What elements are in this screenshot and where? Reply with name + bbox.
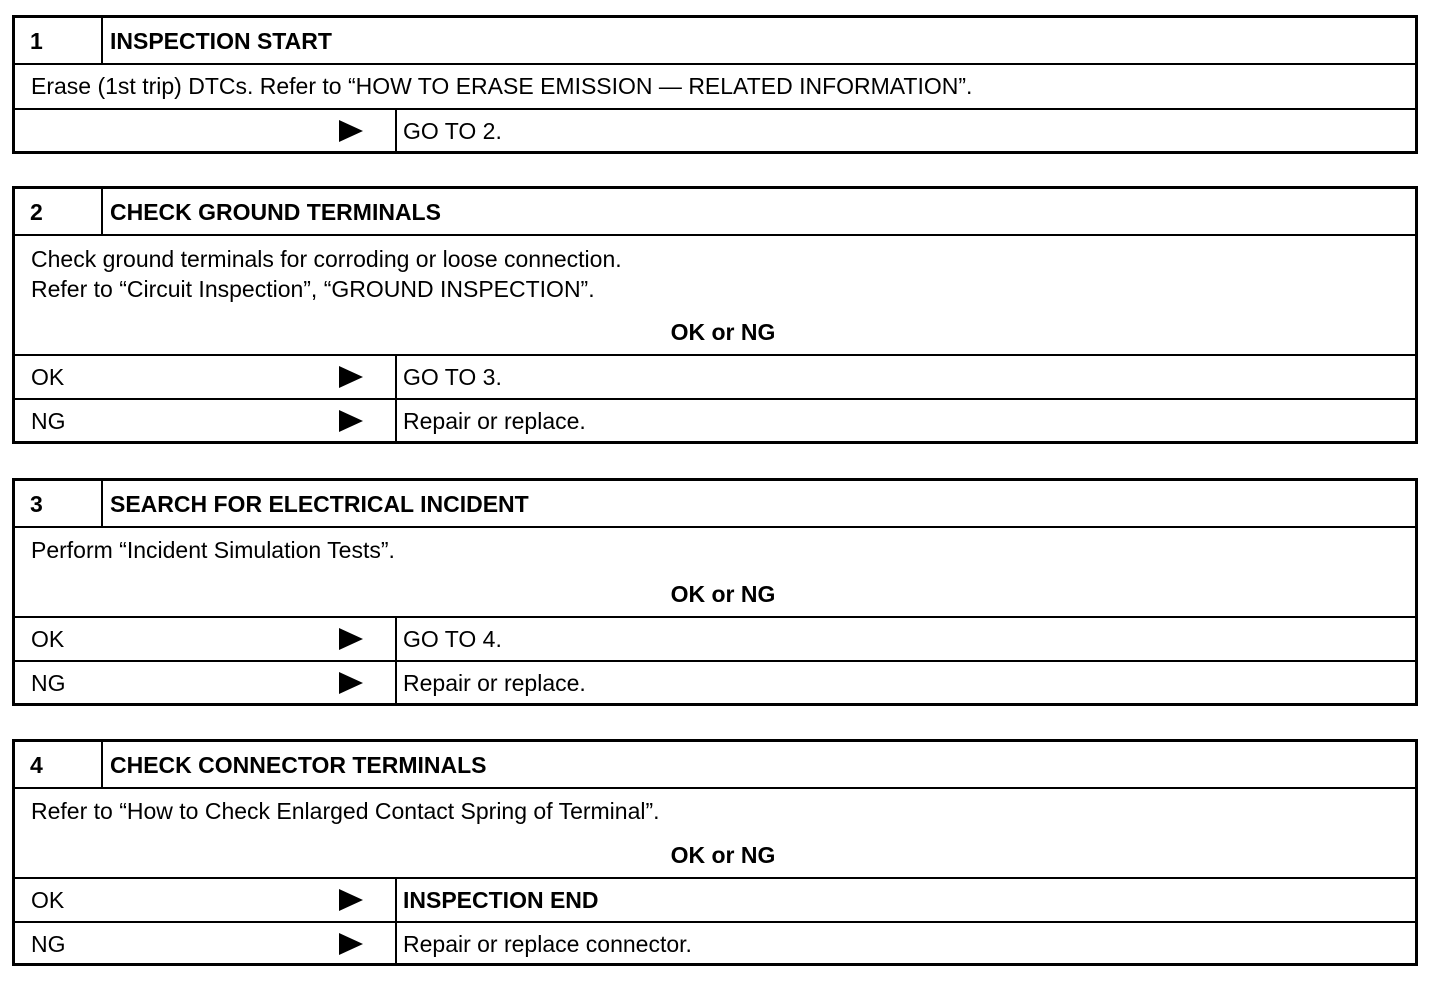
condition-label: OK bbox=[31, 887, 65, 913]
step-header bbox=[15, 481, 1415, 528]
instruction-line: Check ground terminals for corroding or loose connection. bbox=[31, 246, 622, 272]
result-row bbox=[15, 921, 1415, 965]
result-condition bbox=[15, 662, 397, 704]
arrow-right-icon bbox=[339, 933, 363, 955]
arrow-right-icon bbox=[339, 672, 363, 694]
step-header bbox=[15, 742, 1415, 789]
condition-label: OK bbox=[31, 364, 65, 390]
result-action: GO TO 3. bbox=[403, 364, 502, 390]
step-instructions bbox=[15, 236, 1415, 354]
result-action: Repair or replace. bbox=[403, 408, 586, 434]
ok-ng-judgement: OK or NG bbox=[670, 581, 776, 607]
result-row bbox=[15, 616, 1415, 660]
ok-ng-judgement: OK or NG bbox=[670, 319, 776, 345]
step-number: 4 bbox=[15, 742, 103, 787]
arrow-right-icon bbox=[339, 120, 363, 142]
step-header bbox=[15, 189, 1415, 236]
step-number: 1 bbox=[15, 18, 103, 63]
result-row bbox=[15, 108, 1415, 152]
result-condition bbox=[15, 400, 397, 442]
result-row bbox=[15, 877, 1415, 921]
result-row bbox=[15, 354, 1415, 398]
condition-label: NG bbox=[31, 670, 66, 696]
step-number: 2 bbox=[15, 189, 103, 234]
result-condition bbox=[15, 618, 397, 660]
result-condition bbox=[15, 110, 397, 152]
result-row bbox=[15, 398, 1415, 442]
result-action: GO TO 2. bbox=[403, 118, 502, 144]
step-instructions bbox=[15, 789, 1415, 877]
condition-label: NG bbox=[31, 408, 66, 434]
result-action: INSPECTION END bbox=[403, 887, 599, 913]
step-instructions bbox=[15, 65, 1415, 108]
result-condition bbox=[15, 356, 397, 398]
step-number: 3 bbox=[15, 481, 103, 526]
condition-label: NG bbox=[31, 931, 66, 957]
condition-label: OK bbox=[31, 626, 65, 652]
arrow-right-icon bbox=[339, 410, 363, 432]
step-instructions bbox=[15, 528, 1415, 616]
result-action: GO TO 4. bbox=[403, 626, 502, 652]
arrow-right-icon bbox=[339, 628, 363, 650]
step-3 bbox=[12, 478, 1418, 706]
step-title: CHECK CONNECTOR TERMINALS bbox=[110, 751, 487, 778]
step-2 bbox=[12, 186, 1418, 444]
instruction-line: Erase (1st trip) DTCs. Refer to “HOW TO ERASE EMISSION — RELATED INFORMATION”. bbox=[31, 73, 973, 99]
step-title: CHECK GROUND TERMINALS bbox=[110, 198, 441, 225]
step-header bbox=[15, 18, 1415, 65]
instruction-line: Perform “Incident Simulation Tests”. bbox=[31, 537, 395, 563]
result-action: Repair or replace connector. bbox=[403, 931, 692, 957]
instruction-line: Refer to “How to Check Enlarged Contact Spring of Terminal”. bbox=[31, 798, 660, 824]
step-4 bbox=[12, 739, 1418, 966]
result-condition bbox=[15, 923, 397, 965]
result-row bbox=[15, 660, 1415, 704]
result-condition bbox=[15, 879, 397, 921]
arrow-right-icon bbox=[339, 889, 363, 911]
instruction-line: Refer to “Circuit Inspection”, “GROUND INSPECTION”. bbox=[31, 276, 595, 302]
step-title: INSPECTION START bbox=[110, 27, 332, 54]
arrow-right-icon bbox=[339, 366, 363, 388]
step-title: SEARCH FOR ELECTRICAL INCIDENT bbox=[110, 490, 529, 517]
ok-ng-judgement: OK or NG bbox=[670, 842, 776, 868]
step-1 bbox=[12, 15, 1418, 154]
result-action: Repair or replace. bbox=[403, 670, 586, 696]
